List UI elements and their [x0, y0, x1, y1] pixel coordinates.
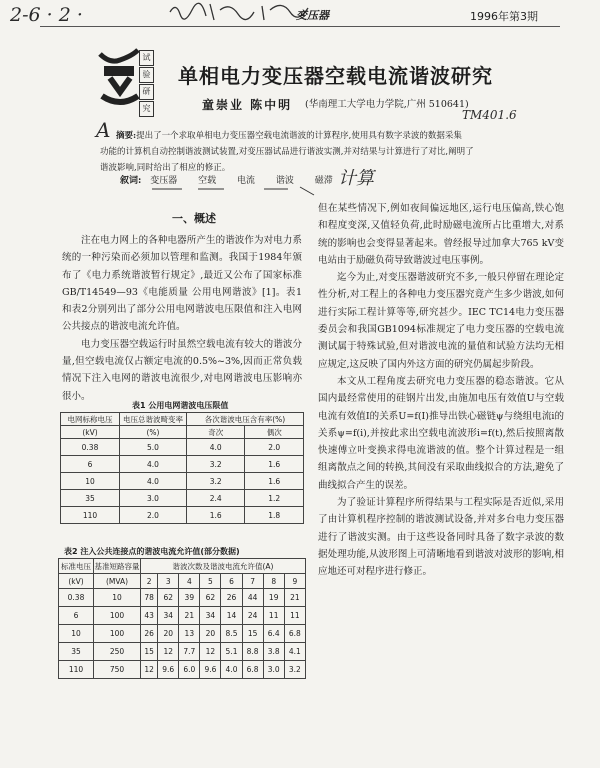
table2-cell: 5.1	[221, 643, 242, 661]
table2-cell: 6	[59, 607, 94, 625]
table2-cell: 250	[94, 643, 141, 661]
table2-cell: 9.6	[158, 661, 179, 679]
table2-cell: 6.8	[242, 661, 263, 679]
table2-header: 基准短路容量	[94, 559, 141, 574]
keyword-underline-marks	[150, 185, 410, 197]
table1-cell: 1.2	[245, 490, 304, 507]
table2-cell: 13	[179, 625, 200, 643]
table2-cell: 750	[94, 661, 141, 679]
table2-cell: 34	[158, 607, 179, 625]
table1-cell: 5.0	[120, 439, 187, 456]
table2-order: 7	[242, 574, 263, 589]
logo-glyph-icon	[96, 48, 142, 110]
table1-body	[61, 439, 304, 524]
table2-cell: 3.0	[263, 661, 284, 679]
table2-cell: 12	[200, 643, 221, 661]
table2-order: 5	[200, 574, 221, 589]
keyword: 磁滞	[314, 176, 333, 186]
paragraph: 注在电力网上的各种电器所产生的谐波作为对电力系统的一种污染而必须加以管理和监测。我国于1984年颁布了《电力系统谐波暂行规定》,最近又公布了国家标准 GB/T14549—93《电能质量 公用电网谐波》[1]。表1和表2分别列出了部分公用电网谐波电压限值和注入电网公共接点的谐波电流允许值。	[62, 235, 302, 333]
logo-tags	[139, 50, 153, 118]
table2-cell: 8.5	[221, 625, 242, 643]
keyword: 谐波	[275, 176, 294, 186]
table2-cell: 15	[242, 625, 263, 643]
table2-cell: 4.1	[284, 643, 305, 661]
table2-unit: (kV)	[59, 574, 94, 589]
table1-cell: 2.4	[187, 490, 245, 507]
keyword: 空载	[198, 176, 217, 186]
table2-cell: 14	[221, 607, 242, 625]
abstract-line-3: 谐波影响,同时给出了相应的修正。	[100, 163, 231, 173]
logo-tag: 试	[139, 50, 154, 66]
table1-header: 各次谐波电压含有率(%)	[187, 413, 304, 426]
table2-cell: 35	[59, 643, 94, 661]
table1-cell: 10	[61, 473, 120, 490]
table1-cell: 4.0	[120, 456, 187, 473]
table2-cell: 4.0	[221, 661, 242, 679]
handwritten-keyword: 计算	[338, 168, 374, 189]
table1-cell: 1.6	[245, 473, 304, 490]
classification-code: TM401.6	[462, 108, 517, 122]
paragraph: 但在某些情况下,例如夜间偏远地区,运行电压偏高,铁心饱和程度变深,又值轻负荷,此时励磁电流所占比重增大,对系统的影响也会变得显著起来。曾经报导过加拿大765 kV变电站由于励磁负荷导致谐波过电压事例。	[318, 203, 564, 266]
table2-cell: 12	[141, 661, 158, 679]
issue-label: 1996年第3期	[470, 10, 538, 23]
table2-row	[59, 607, 306, 625]
table2-row	[59, 661, 306, 679]
affiliation: (华南理工大学电力学院,广州 510641)	[305, 99, 469, 110]
table2	[58, 558, 306, 679]
authors: 童崇业 陈中明	[202, 98, 293, 112]
handwritten-page-number: 2-6 · 2 ·	[10, 4, 83, 26]
table2-header: 谐波次数及谐波电流允许值(A)	[141, 559, 306, 574]
table2-row	[59, 643, 306, 661]
abstract	[100, 128, 520, 176]
table1-unit: (%)	[120, 426, 187, 439]
table1-cell: 1.6	[187, 507, 245, 524]
keyword: 变压器	[150, 176, 178, 186]
table1-cell: 3.0	[120, 490, 187, 507]
table2-cell: 11	[263, 607, 284, 625]
table2-cell: 0.38	[59, 589, 94, 607]
table1-cell: 4.0	[120, 473, 187, 490]
table2-cell: 43	[141, 607, 158, 625]
abstract-line-1	[100, 128, 520, 144]
table1	[60, 412, 304, 524]
table1-row	[61, 507, 304, 524]
table1-cell: 2.0	[245, 439, 304, 456]
table2-cell: 62	[200, 589, 221, 607]
table2-cell: 20	[200, 625, 221, 643]
table2-order: 8	[263, 574, 284, 589]
table2-orders-row	[59, 574, 306, 589]
keywords-label: 叙词:	[120, 176, 142, 186]
table1-header: 电压总谐波畸变率	[120, 413, 187, 426]
logo-tag: 研	[139, 84, 154, 100]
table1-cell: 6	[61, 456, 120, 473]
journal-name: 变压器	[296, 9, 329, 22]
logo-tag: 究	[139, 101, 154, 117]
table1-cell: 1.8	[245, 507, 304, 524]
table2-order: 2	[141, 574, 158, 589]
table1-row	[61, 473, 304, 490]
abstract-line-2: 功能的计算机自动控制谐波测试装置,对变压器试品进行谐波实测,并对结果与计算进行了对比,阐明了	[100, 147, 474, 157]
table2-cell: 12	[158, 643, 179, 661]
paper-title: 单相电力变压器空载电流谐波研究	[178, 64, 493, 88]
table1-cell: 3.2	[187, 456, 245, 473]
table2-unit: (MVA)	[94, 574, 141, 589]
section-heading: 一、概述	[172, 212, 216, 225]
table2-cell: 3.8	[263, 643, 284, 661]
table1-row	[61, 490, 304, 507]
table2-cell: 100	[94, 625, 141, 643]
table2-cell: 100	[94, 607, 141, 625]
table2-row	[59, 589, 306, 607]
table2-cell: 10	[59, 625, 94, 643]
paragraph: 本文从工程角度去研究电力变压器的稳态谐波。它从国内最经常使用的硅钢片出发,由施加电压有效值U与空载电流有效值I的关系U=f(I)推导出铁心磁链ψ与绕组电流i的关系ψ=f(i),并按此求出空载电流波形i=f(t),然后按照离散快速傅立叶变换求得电流谐波的值。整个计算过程是一组组离散点之间的转换,其间没有采取曲线拟合的方法,避免了曲线拟合产生的误差。	[318, 375, 564, 491]
table1-caption: 表1 公用电网谐波电压限值	[132, 401, 229, 410]
table2-order: 3	[158, 574, 179, 589]
table2-cell: 110	[59, 661, 94, 679]
logo-tag: 验	[139, 67, 154, 83]
table2-order: 6	[221, 574, 242, 589]
table1-unit: 偶次	[245, 426, 304, 439]
table2-cell: 21	[284, 589, 305, 607]
table1-unit: 奇次	[187, 426, 245, 439]
table2-cell: 62	[158, 589, 179, 607]
table2-cell: 26	[141, 625, 158, 643]
left-column-text	[62, 232, 302, 405]
abstract-label: 摘要:	[116, 131, 137, 141]
table2-header: 标准电压	[59, 559, 94, 574]
table2-cell: 34	[200, 607, 221, 625]
table2-order: 9	[284, 574, 305, 589]
table2-row	[59, 625, 306, 643]
table1-cell: 4.0	[187, 439, 245, 456]
table2-cell: 20	[158, 625, 179, 643]
abstract-marker: A	[96, 118, 111, 142]
table2-caption: 表2 注入公共连接点的谐波电流允许值(部分数据)	[64, 547, 240, 556]
right-column-text	[318, 200, 564, 581]
paragraph: 迄今为止,对变压器谐波研究不多,一般只停留在理论定性分析,对工程上的各种电力变压器究竟产生多少谐波,如何进行实际工程计算等等,研究甚少。IEC TC14电力变压器委员会和我国GB1094标准规定了电力变压器的空载电流测试属于特殊试验,但对谐波电流的量值和试验方法均无相应规定,这反映了国内外这方面的研究仍属起步阶段。	[318, 272, 564, 370]
table1-cell: 3.2	[187, 473, 245, 490]
table2-cell: 6.8	[284, 625, 305, 643]
paragraph: 为了验证计算程序所得结果与工程实际是否近似,采用了由计算机程序控制的谐波测试设备,并对多台电力变压器进行了谐波实测。由于这些设备同时具备了数字录波的数据处理功能,从波形图上可清晰地看到谐波对波形的影响,相应地还可对程序进行修正。	[318, 497, 564, 578]
table2-cell: 6.0	[179, 661, 200, 679]
table1-row	[61, 456, 304, 473]
table2-cell: 44	[242, 589, 263, 607]
table1-cell: 110	[61, 507, 120, 524]
keyword: 电流	[236, 176, 255, 186]
table2-cell: 9.6	[200, 661, 221, 679]
abstract-text: 提出了一个求取单相电力变压器空载电流谐波的计算程序,使用具有数字录波的数据采集	[136, 131, 462, 141]
table2-cell: 3.2	[284, 661, 305, 679]
table1-cell: 1.6	[245, 456, 304, 473]
table1-cell: 2.0	[120, 507, 187, 524]
table2-cell: 19	[263, 589, 284, 607]
table2-cell: 39	[179, 589, 200, 607]
table2-cell: 7.7	[179, 643, 200, 661]
table1-cell: 35	[61, 490, 120, 507]
table2-order: 4	[179, 574, 200, 589]
table1-cell: 0.38	[61, 439, 120, 456]
table1-header: 电网标称电压	[61, 413, 120, 426]
header-rule	[40, 26, 560, 27]
table2-cell: 78	[141, 589, 158, 607]
table2-cell: 11	[284, 607, 305, 625]
table2-body	[59, 589, 306, 679]
paragraph: 电力变压器空载运行时虽然空载电流有较大的谐波分量,但空载电流仅占额定电流的0.5%~3%,因而正常负载情况下注入电网的谐波电流很少,对电网谐波电压影响亦很小。	[62, 338, 302, 402]
table2-cell: 26	[221, 589, 242, 607]
table1-row	[61, 439, 304, 456]
table1-unit: (kV)	[61, 426, 120, 439]
table2-cell: 6.4	[263, 625, 284, 643]
table2-cell: 21	[179, 607, 200, 625]
table2-cell: 24	[242, 607, 263, 625]
table2-cell: 10	[94, 589, 141, 607]
table2-cell: 8.8	[242, 643, 263, 661]
table2-cell: 15	[141, 643, 158, 661]
